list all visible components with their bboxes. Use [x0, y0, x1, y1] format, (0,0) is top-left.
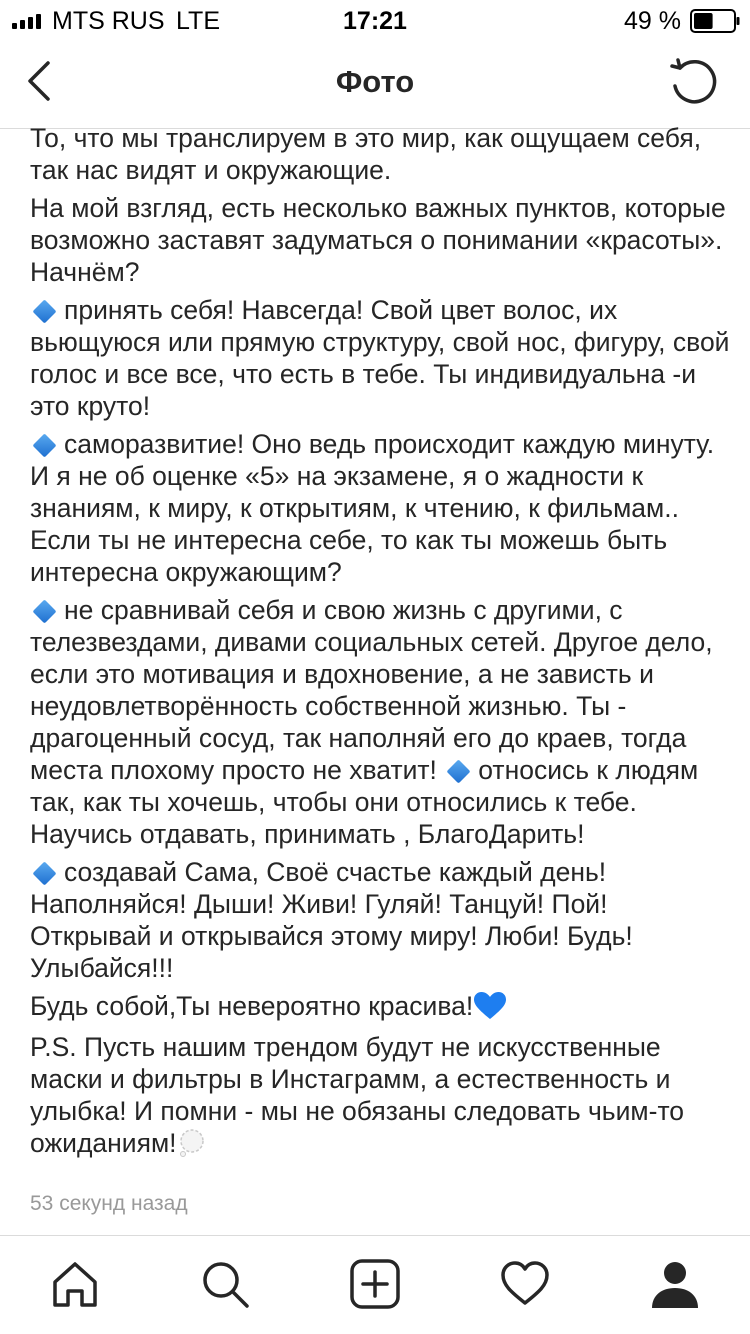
- home-icon[interactable]: [49, 1258, 101, 1310]
- blue-diamond-icon: [447, 759, 471, 783]
- caption-paragraph: [30, 594, 730, 850]
- caption-text: На мой взгляд, есть несколько важных пунктов, которые возможно заставят задуматься о понимании «красоты». Начнём?: [30, 193, 726, 287]
- search-icon[interactable]: [199, 1258, 251, 1310]
- nav-header: [0, 40, 750, 129]
- caption-text: не сравнивай себя и свою жизнь с другими, с телезвездами, дивами социальных сетей. Другое дело, если это мотивация и вдохновение, а не зависть и неудовлетворённость собственной жизнью. Ты - драгоценный сосуд, так наполняй его до краев, тогда места плохому просто не хватит!: [30, 595, 713, 785]
- blue-heart-icon: [473, 991, 507, 1021]
- clock: 17:21: [343, 7, 407, 35]
- caption-paragraph: [30, 1031, 730, 1162]
- caption-text: саморазвитие! Оно ведь происходит каждую минуту. И я не об оценке «5» на экзамене, я о жадности к знаниям, к миру, к открытиям, к чтению, к фильмам.. Если ты не интересна себе, то как ты можешь быть интересна окружающим?: [30, 429, 715, 587]
- add-post-icon[interactable]: [349, 1258, 401, 1310]
- battery-icon: [690, 9, 740, 33]
- caption-text: Будь собой,Ты невероятно красива!: [30, 991, 474, 1021]
- heart-icon[interactable]: [499, 1258, 551, 1310]
- caption-paragraph: [30, 856, 730, 984]
- caption-text: принять себя! Навсегда! Свой цвет волос, их вьющуюся или прямую структуру, свой нос, фигуру, свой голос и все все, что есть в тебе. Ты индивидуальна -и это круто!: [30, 295, 730, 421]
- caption-paragraph: [30, 428, 730, 588]
- post-timestamp: 53 секунд назад: [30, 1192, 188, 1215]
- caption-text: P.S. Пусть нашим трендом будут не искусственные маски и фильтры в Инстаграмм, а естественность и улыбка! И помни - мы не обязаны следовать чьим-то ожиданиям!: [30, 1032, 685, 1158]
- blue-diamond-icon: [32, 599, 56, 623]
- bottom-tab-bar: [0, 1235, 750, 1334]
- blue-diamond-icon: [32, 861, 56, 885]
- carrier-name: MTS RUS: [52, 7, 165, 35]
- caption-paragraph: [30, 192, 730, 288]
- battery-percentage: 49 %: [624, 7, 681, 35]
- network-type: LTE: [176, 7, 220, 35]
- post-caption: [30, 122, 730, 1242]
- thought-balloon-icon: [177, 1128, 207, 1158]
- caption-text: относись к людям так, как ты хочешь, чтобы они относились к тебе. Научись отдавать, принимать , БлагоДарить!: [30, 755, 699, 849]
- rotate-icon[interactable]: [668, 56, 720, 108]
- caption-paragraph: [30, 294, 730, 422]
- caption-text: То, что мы транслируем в это мир, как ощущаем себя, так нас видят и окружающие.: [30, 123, 702, 185]
- caption-text: создавай Сама, Своё счастье каждый день! Наполняйся! Дыши! Живи! Гуляй! Танцуй! Пой! Открывай и открывайся этому миру! Люби! Будь! Улыбайся!!!: [30, 857, 633, 983]
- status-bar: [0, 0, 750, 40]
- blue-diamond-icon: [32, 433, 56, 457]
- caption-paragraph: [30, 122, 730, 186]
- page-title: Фото: [335, 64, 415, 99]
- profile-icon[interactable]: [649, 1258, 701, 1310]
- blue-diamond-icon: [32, 299, 56, 323]
- caption-paragraph: [30, 990, 730, 1025]
